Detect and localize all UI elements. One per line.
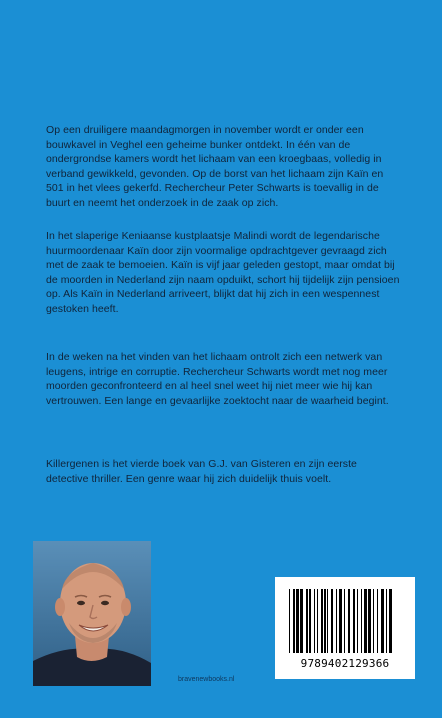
barcode-bar bbox=[357, 589, 358, 653]
barcode-bars bbox=[275, 577, 415, 657]
barcode-bar bbox=[381, 589, 384, 653]
barcode-bar bbox=[368, 589, 371, 653]
author-portrait-image bbox=[33, 541, 151, 686]
barcode-bar bbox=[300, 589, 303, 653]
barcode-bar bbox=[348, 589, 350, 653]
author-photo bbox=[33, 541, 151, 686]
blurb-paragraph-4: Killergenen is het vierde boek van G.J. van Gisteren en zijn eerste detective thriller. Een genre waar hij zich duidelijk thuis voelt. bbox=[46, 458, 357, 485]
barcode-bar bbox=[321, 589, 323, 653]
barcode-bar bbox=[386, 589, 387, 653]
barcode-bar bbox=[327, 589, 328, 653]
blurb-paragraph-3: In de weken na het vinden van het lichaam ontrolt zich een netwerk van leugens, intrige en corruptie. Rechercheur Schwarts wordt met nog meer moorden geconfronteerd en al heel snel weet hij niet meer wie hij kan vertrouwen. Een lange en gevaarlijke zoektocht naar de waarheid begint. bbox=[46, 351, 389, 407]
barcode-bar bbox=[389, 589, 392, 653]
barcode-bar bbox=[353, 589, 355, 653]
barcode-bar bbox=[314, 589, 315, 653]
barcode-bar bbox=[373, 589, 374, 653]
barcode-bar bbox=[317, 589, 318, 653]
barcode-bar bbox=[293, 589, 295, 653]
barcode-bar bbox=[377, 589, 378, 653]
blurb-paragraph-1: Op een druiligere maandagmorgen in november wordt er onder een bouwkavel in Veghel een geheime bunker ontdekt. In één van de ondergrondse kamers wordt het lichaam van een kroegbaas, volledig in verband gewikkeld, gevonden. Op de borst van het lichaam zijn Kaïn en 501 in het vlees gekerfd. Rechercheur Peter Schwarts is toevallig in de buurt en neemt het onderzoek in de zaak op zich. bbox=[46, 124, 384, 209]
barcode-bar bbox=[364, 589, 367, 653]
barcode-bar bbox=[309, 589, 311, 653]
barcode-bar bbox=[296, 589, 299, 653]
barcode-bar bbox=[361, 589, 362, 653]
barcode-bar bbox=[336, 589, 337, 653]
publisher-website: bravenewbooks.nl bbox=[178, 676, 235, 683]
barcode-bar bbox=[289, 589, 290, 653]
blurb-paragraph-2: In het slaperige Keniaanse kustplaatsje Malindi wordt de legendarische huurmoordenaar Kaïn door zijn voormalige opdrachtgever gevraagd zich met de zaak te bemoeien. Kaïn is vijf jaar geleden gestopt, maar omdat bij de moorden in Nederland zijn naam opduikt, schort hij tijdelijk zijn pensioen op. Als Kaïn in Nederland arriveert, blijkt dat hij zich in een wespennest gestoken heeft. bbox=[46, 230, 400, 315]
barcode-bar bbox=[331, 589, 333, 653]
barcode-bar bbox=[324, 589, 326, 653]
barcode-bar bbox=[344, 589, 345, 653]
isbn-barcode bbox=[275, 577, 415, 679]
barcode-bar bbox=[339, 589, 342, 653]
isbn-number: 9789402129366 bbox=[300, 657, 390, 670]
barcode-bar bbox=[306, 589, 308, 653]
